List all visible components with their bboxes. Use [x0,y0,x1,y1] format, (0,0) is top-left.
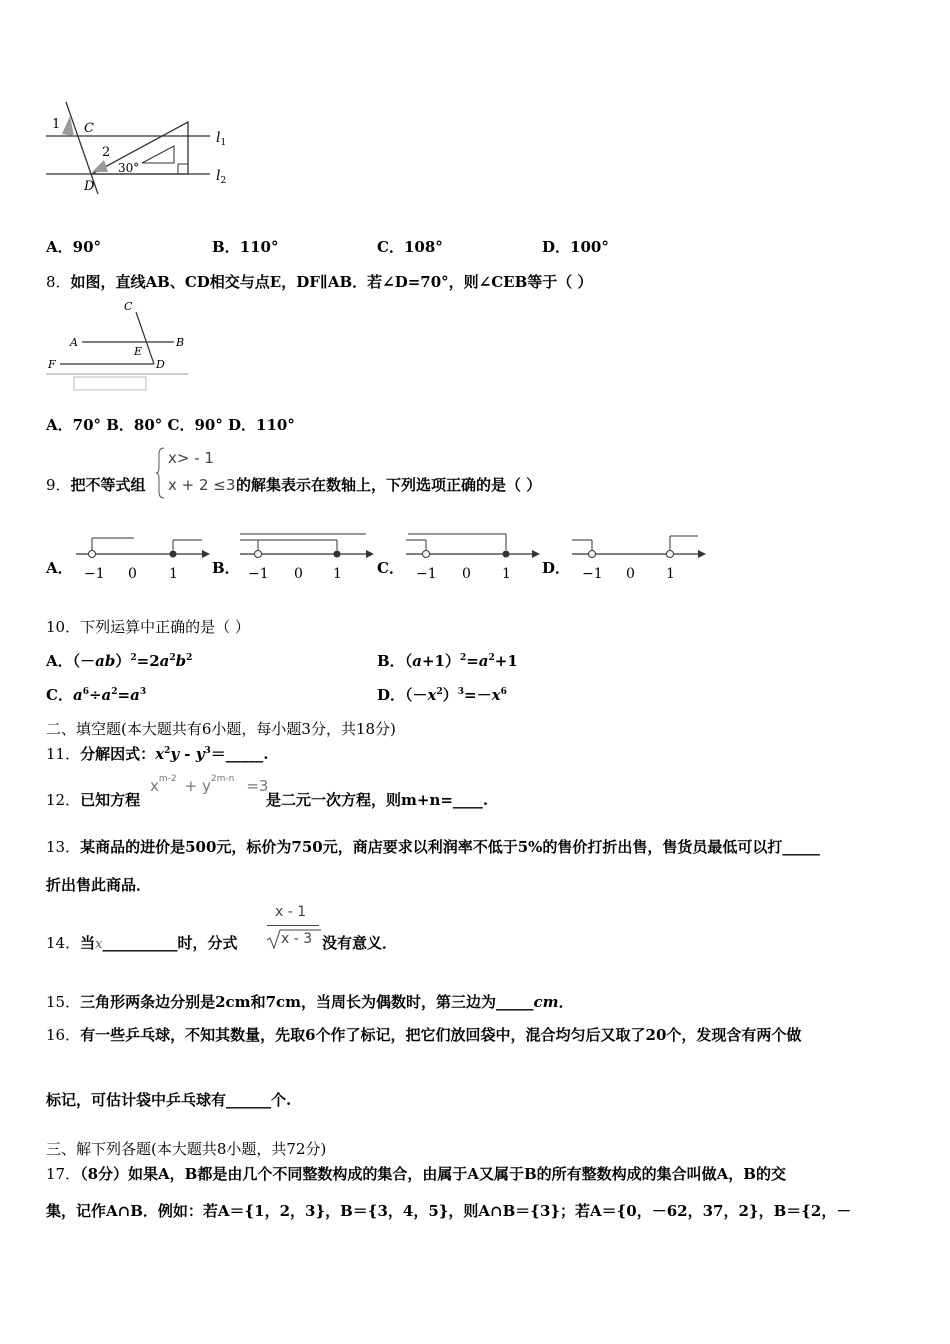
q9-numberline-b [236,530,376,586]
svg-text:1: 1 [169,566,178,582]
q9-system-line1: x> - 1 [168,449,214,467]
q8-question: 8．如图，直线AB、CD相交与点E，DF∥AB．若∠D=70°，则∠CEB等于（ ） [46,273,593,291]
q14-fraction [265,904,321,952]
q17-line2: 集，记作A∩B．例如：若A＝{1，2，3}，B＝{3，4，5}，则A∩B＝{3}；若A＝{0，－62，37，2}，B＝{2，－ [46,1202,852,1220]
q8-figure [42,298,192,394]
triangle-ruler-inner [142,146,174,163]
q14-suffix: 没有意义． [322,934,398,952]
svg-text:−1: −1 [416,566,437,582]
q7-option-c: C．108° [377,238,443,256]
q9-numberline-a [72,530,212,586]
q9-option-a-label: A． [46,559,73,577]
q16-line2: 标记，可估计袋中乒乓球有______个. [46,1091,292,1109]
q9-system-line2: x + 2 ≤3 [168,476,236,494]
q9-option-b-label: B． [212,559,240,577]
q9-option-c-label: C． [377,559,404,577]
q7-option-b: B．110° [212,238,279,256]
label-l2: $l_2$ [216,168,227,186]
q8-options: A．70° B．80° C．90° D．110° [46,416,295,434]
svg-text:1: 1 [333,566,342,582]
caption-box [74,377,146,390]
q9-option-d-label: D． [542,559,571,577]
q9-system [156,446,236,500]
label-D: D [84,179,95,194]
right-angle-mark [178,164,188,174]
label-B: B [176,336,185,349]
svg-text:0: 0 [294,566,303,582]
svg-text:−1: −1 [84,566,105,582]
q11: 11．分解因式：$x^2y$ - $y^3=\_\_\_\_\_$. [46,745,269,763]
svg-text:1: 1 [502,566,511,582]
section-2-heading: 二、填空题(本大题共有6小题，每小题3分，共18分) [46,720,396,738]
q10-question: 10．下列运算中正确的是（ ） [46,618,250,636]
q10-option-b: B．$(a+1)^2=a^2+1$ [377,652,518,670]
q7-figure [42,98,242,198]
q7-option-a: A．90° [46,238,102,256]
q10-option-d: D．$(-x^2)^3=-x^6$ [377,686,507,704]
q10-option-a: A．$(-ab)^2=2a^2b^2$ [46,652,193,670]
label-l1: $l_1$ [216,130,227,148]
svg-text:0: 0 [128,566,137,582]
q7-option-d: D．100° [542,238,609,256]
svg-text:1: 1 [666,566,675,582]
q9-question-suffix: 的解集表示在数轴上，下列选项正确的是（ ） [236,476,542,494]
label-30: 30° [118,161,140,175]
label-D: D [156,358,165,371]
label-E: E [134,345,143,358]
q14-denominator: x - 3 [281,931,313,947]
label-1: 1 [52,117,61,132]
q16-line1: 16．有一些乒乓球，不知其数量，先取6个作了标记，把它们放回袋中，混合均匀后又取了20个，发现含有两个做 [46,1026,802,1044]
label-A: A [70,336,78,349]
angle2-shade [92,160,108,172]
svg-text:0: 0 [462,566,471,582]
q9-numberline-c [402,530,542,586]
q10-option-c: C．$a^6\div a^2=a^3$ [46,686,147,704]
svg-text:−1: −1 [248,566,269,582]
svg-text:0: 0 [626,566,635,582]
label-C: C [124,300,133,313]
q14: 14．当x__________时，分式 [46,934,238,952]
label-C: C [84,121,94,136]
label-2: 2 [102,145,111,160]
q14-numerator: x - 1 [275,904,307,920]
q17-line1: 17．（8分）如果A，B都是由几个不同整数构成的集合，由属于A又属于B的所有整数构成的集合叫做A，B的交 [46,1165,786,1183]
q9-question: 9．把不等式组 [46,476,146,494]
svg-text:−1: −1 [582,566,603,582]
label-F: F [48,358,56,371]
q12-equation: $x^{m-2} + y^{2m-n} =3$ [150,774,269,795]
q12: 12．已知方程 [46,791,141,809]
q12-suffix: 是二元一次方程，则m+n=____. [266,791,489,809]
q15: 15．三角形两条边分别是2cm和7cm，当周长为偶数时，第三边为_____cm． [46,993,574,1011]
section-3-heading: 三、解下列各题(本大题共8小题，共72分) [46,1140,327,1158]
q13-line1: 13．某商品的进价是500元，标价为750元，商店要求以利润率不低于5%的售价打折出售，售货员最低可以打_____ [46,838,820,856]
q9-numberline-d [568,530,708,586]
q13-line2: 折出售此商品． [46,876,152,894]
